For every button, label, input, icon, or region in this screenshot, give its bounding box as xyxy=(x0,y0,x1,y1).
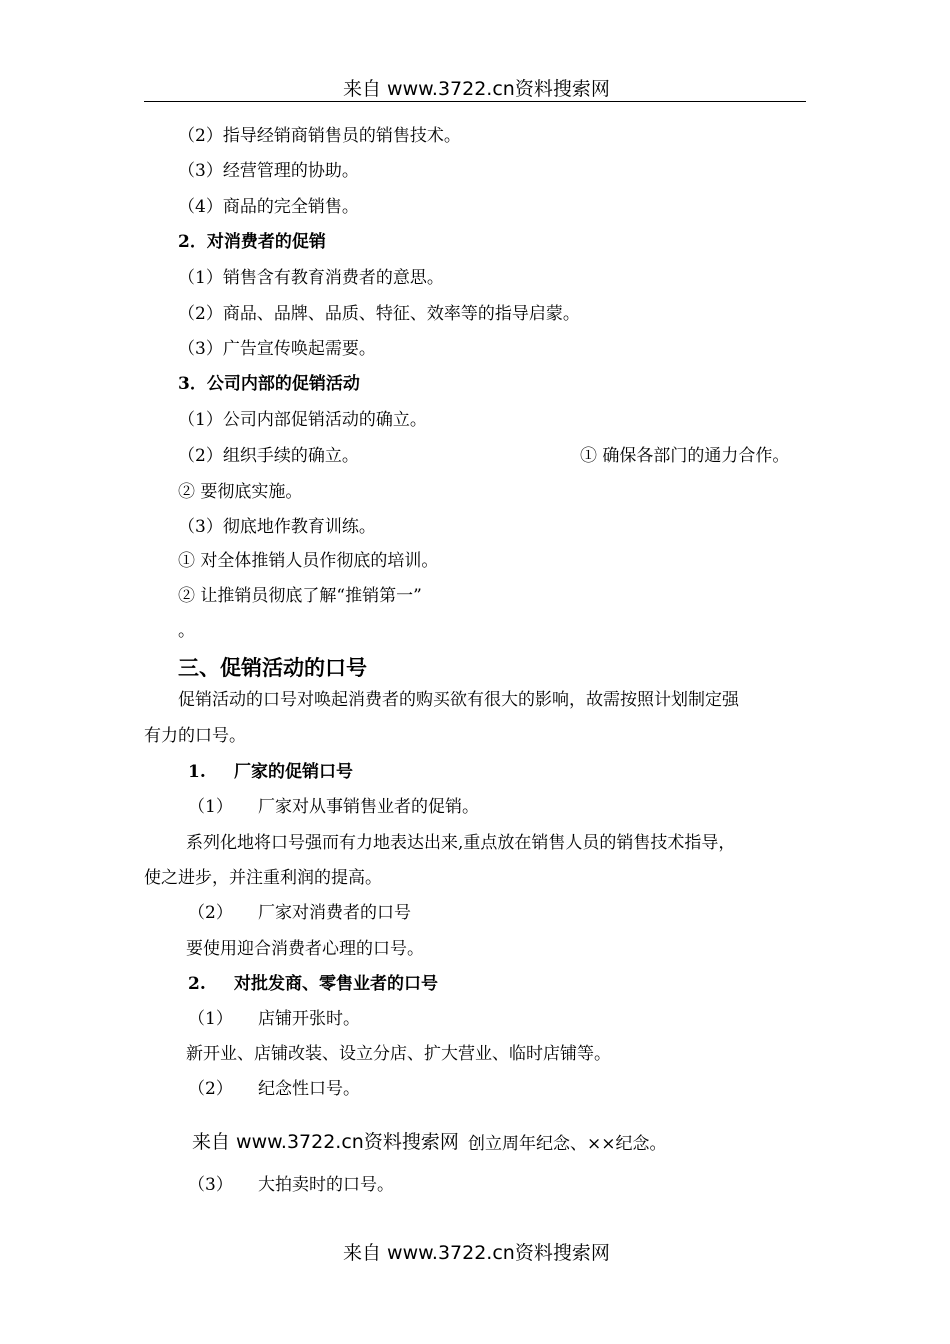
header-rule xyxy=(144,101,806,102)
text-line: 店铺开张时。 xyxy=(258,1009,360,1029)
text-line: （2）商品、品牌、品质、特征、效率等的指导启蒙。 xyxy=(178,304,580,324)
list-number: （2） xyxy=(188,903,233,923)
list-number: （2） xyxy=(188,1079,233,1099)
text-line: （2）组织手续的确立。 xyxy=(178,446,359,466)
subheading-maker-slogan: 厂家的促销口号 xyxy=(234,762,353,782)
list-number: 1. xyxy=(188,762,206,782)
section-heading: 三、促销活动的口号 xyxy=(178,655,367,680)
text-line: ① 确保各部门的通力合作。 xyxy=(580,446,790,466)
text-line: ② 让推销员彻底了解“推销第一” xyxy=(178,586,422,606)
list-number: （3） xyxy=(188,1175,233,1195)
text-line: 纪念性口号。 xyxy=(258,1079,360,1099)
list-number: 2. xyxy=(188,974,206,994)
text-line: （3）经营管理的协助。 xyxy=(178,161,359,181)
paragraph-line: 使之进步，并注重利润的提高。 xyxy=(144,868,382,888)
text-line: 大拍卖时的口号。 xyxy=(258,1175,394,1195)
inline-watermark: 来自 www.3722.cn资料搜索网 xyxy=(192,1131,459,1153)
text-line: （3）广告宣传唤起需要。 xyxy=(178,339,376,359)
paragraph-line: 要使用迎合消费者心理的口号。 xyxy=(186,939,424,959)
text-line: （1）公司内部促销活动的确立。 xyxy=(178,410,427,430)
text-line: ② 要彻底实施。 xyxy=(178,482,303,502)
paragraph-line: 有力的口号。 xyxy=(144,726,246,746)
subheading-internal-promotion: 3．公司内部的促销活动 xyxy=(178,374,360,394)
paragraph-line: 新开业、店铺改装、设立分店、扩大营业、临时店铺等。 xyxy=(186,1044,611,1064)
text-line: （1）销售含有教育消费者的意思。 xyxy=(178,268,444,288)
list-number: （1） xyxy=(188,1009,233,1029)
footer-watermark: 来自 www.3722.cn资料搜索网 xyxy=(343,1242,610,1264)
text-line: （3）彻底地作教育训练。 xyxy=(178,517,376,537)
text-line: 。 xyxy=(178,621,195,641)
paragraph-line: 系列化地将口号强而有力地表达出来,重点放在销售人员的销售技术指导， xyxy=(186,833,736,853)
text-line: ① 对全体推销人员作彻底的培训。 xyxy=(178,551,439,571)
list-number: （1） xyxy=(188,797,233,817)
subheading-dealer-slogan: 对批发商、零售业者的口号 xyxy=(234,974,438,994)
text-line: 厂家对从事销售业者的促销。 xyxy=(258,797,479,817)
text-line: 厂家对消费者的口号 xyxy=(258,903,411,923)
header-watermark: 来自 www.3722.cn资料搜索网 xyxy=(343,78,610,100)
text-line: （2）指导经销商销售员的销售技术。 xyxy=(178,126,461,146)
subheading-consumer-promotion: 2．对消费者的促销 xyxy=(178,232,326,252)
text-line: （4）商品的完全销售。 xyxy=(178,197,359,217)
paragraph-line: 促销活动的口号对唤起消费者的购买欲有很大的影响，故需按照计划制定强 xyxy=(178,690,739,710)
text-line: 创立周年纪念、××纪念。 xyxy=(468,1134,667,1154)
